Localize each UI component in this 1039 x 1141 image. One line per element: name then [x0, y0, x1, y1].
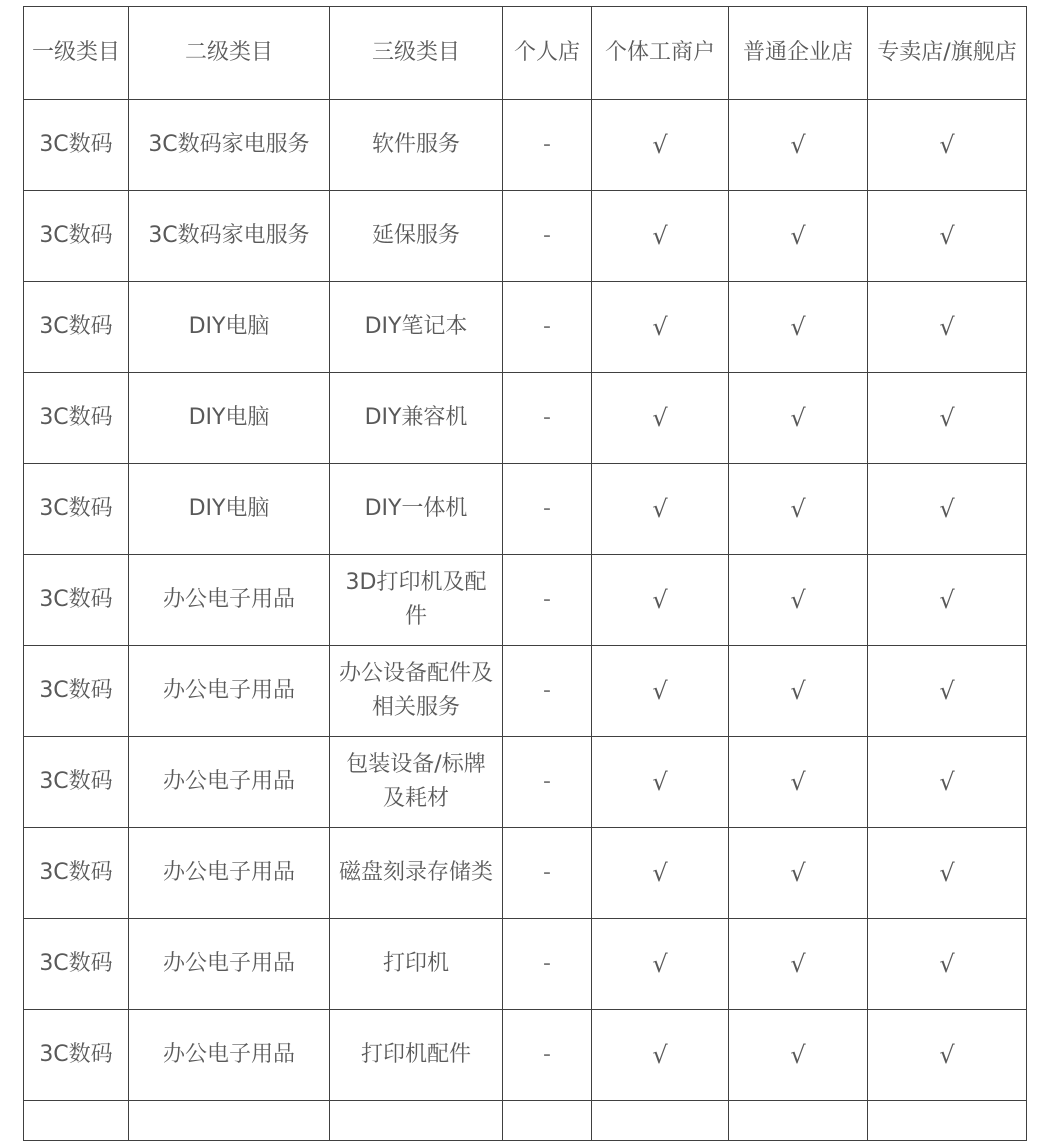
cell-enterprise-store: √: [729, 373, 868, 464]
cell-flagship-store: √: [868, 737, 1027, 828]
cell-level1-category: [24, 1101, 129, 1141]
cell-enterprise-store: √: [729, 919, 868, 1010]
cell-flagship-store: √: [868, 282, 1027, 373]
header-level2-category: 二级类目: [129, 7, 330, 100]
cell-level3-category: DIY一体机: [330, 464, 503, 555]
cell-level2-category: DIY电脑: [129, 282, 330, 373]
table-row: [24, 828, 1027, 919]
cell-flagship-store: √: [868, 373, 1027, 464]
cell-enterprise-store: √: [729, 555, 868, 646]
cell-enterprise-store: √: [729, 646, 868, 737]
cell-level1-category: 3C数码: [24, 464, 129, 555]
cell-personal-store: -: [503, 646, 592, 737]
cell-flagship-store: √: [868, 555, 1027, 646]
cell-personal-store: -: [503, 373, 592, 464]
cell-level2-category: 办公电子用品: [129, 646, 330, 737]
cell-individual-business: √: [592, 191, 729, 282]
cell-individual-business: √: [592, 1010, 729, 1101]
cell-level3-category: 软件服务: [330, 100, 503, 191]
table-row: [24, 1101, 1027, 1141]
cell-flagship-store: √: [868, 100, 1027, 191]
table-row: [24, 555, 1027, 646]
cell-individual-business: √: [592, 828, 729, 919]
cell-level1-category: 3C数码: [24, 555, 129, 646]
cell-level3-category: 打印机: [330, 919, 503, 1010]
category-table-container: [23, 6, 1027, 1141]
cell-level1-category: 3C数码: [24, 828, 129, 919]
cell-level1-category: 3C数码: [24, 737, 129, 828]
header-flagship-store: 专卖店/旗舰店: [868, 7, 1027, 100]
cell-individual-business: √: [592, 737, 729, 828]
cell-personal-store: -: [503, 737, 592, 828]
cell-level1-category: 3C数码: [24, 100, 129, 191]
cell-level1-category: 3C数码: [24, 191, 129, 282]
cell-enterprise-store: √: [729, 191, 868, 282]
cell-personal-store: -: [503, 919, 592, 1010]
cell-flagship-store: √: [868, 191, 1027, 282]
cell-individual-business: √: [592, 373, 729, 464]
cell-personal-store: -: [503, 191, 592, 282]
cell-level1-category: 3C数码: [24, 646, 129, 737]
cell-individual-business: √: [592, 100, 729, 191]
cell-enterprise-store: [729, 1101, 868, 1141]
cell-individual-business: √: [592, 464, 729, 555]
table-header-row: [24, 7, 1027, 100]
cell-level3-category: [330, 1101, 503, 1141]
cell-level2-category: 办公电子用品: [129, 919, 330, 1010]
cell-enterprise-store: √: [729, 100, 868, 191]
cell-enterprise-store: √: [729, 464, 868, 555]
table-body: [24, 100, 1027, 1141]
cell-flagship-store: √: [868, 1010, 1027, 1101]
cell-personal-store: -: [503, 464, 592, 555]
cell-individual-business: [592, 1101, 729, 1141]
category-permission-table: [23, 6, 1027, 1141]
table-row: [24, 737, 1027, 828]
header-level1-category: 一级类目: [24, 7, 129, 100]
cell-individual-business: √: [592, 919, 729, 1010]
cell-enterprise-store: √: [729, 282, 868, 373]
cell-individual-business: √: [592, 555, 729, 646]
cell-individual-business: √: [592, 282, 729, 373]
cell-individual-business: √: [592, 646, 729, 737]
cell-level2-category: 办公电子用品: [129, 828, 330, 919]
cell-personal-store: -: [503, 1010, 592, 1101]
cell-enterprise-store: √: [729, 737, 868, 828]
table-row: [24, 646, 1027, 737]
cell-flagship-store: √: [868, 919, 1027, 1010]
cell-level2-category: [129, 1101, 330, 1141]
table-row: [24, 919, 1027, 1010]
table-row: [24, 100, 1027, 191]
cell-personal-store: [503, 1101, 592, 1141]
cell-level3-category: 延保服务: [330, 191, 503, 282]
cell-flagship-store: √: [868, 464, 1027, 555]
cell-level3-category: 办公设备配件及相关服务: [330, 646, 503, 737]
cell-enterprise-store: √: [729, 1010, 868, 1101]
table-row: [24, 1010, 1027, 1101]
table-row: [24, 191, 1027, 282]
table-row: [24, 373, 1027, 464]
cell-level2-category: 办公电子用品: [129, 737, 330, 828]
cell-level3-category: 打印机配件: [330, 1010, 503, 1101]
table-row: [24, 282, 1027, 373]
header-enterprise-store: 普通企业店: [729, 7, 868, 100]
cell-level2-category: DIY电脑: [129, 373, 330, 464]
cell-level1-category: 3C数码: [24, 919, 129, 1010]
header-level3-category: 三级类目: [330, 7, 503, 100]
cell-level2-category: 办公电子用品: [129, 1010, 330, 1101]
cell-level3-category: 磁盘刻录存储类: [330, 828, 503, 919]
cell-level1-category: 3C数码: [24, 282, 129, 373]
cell-level2-category: 3C数码家电服务: [129, 191, 330, 282]
cell-enterprise-store: √: [729, 828, 868, 919]
cell-level2-category: 办公电子用品: [129, 555, 330, 646]
cell-level1-category: 3C数码: [24, 373, 129, 464]
cell-level1-category: 3C数码: [24, 1010, 129, 1101]
cell-level2-category: DIY电脑: [129, 464, 330, 555]
cell-personal-store: -: [503, 555, 592, 646]
cell-personal-store: -: [503, 282, 592, 373]
header-individual-business: 个体工商户: [592, 7, 729, 100]
cell-level2-category: 3C数码家电服务: [129, 100, 330, 191]
table-row: [24, 464, 1027, 555]
cell-level3-category: DIY兼容机: [330, 373, 503, 464]
cell-level3-category: 包装设备/标牌及耗材: [330, 737, 503, 828]
cell-level3-category: DIY笔记本: [330, 282, 503, 373]
header-personal-store: 个人店: [503, 7, 592, 100]
cell-flagship-store: √: [868, 828, 1027, 919]
cell-personal-store: -: [503, 828, 592, 919]
cell-personal-store: -: [503, 100, 592, 191]
cell-level3-category: 3D打印机及配件: [330, 555, 503, 646]
cell-flagship-store: √: [868, 646, 1027, 737]
cell-flagship-store: [868, 1101, 1027, 1141]
